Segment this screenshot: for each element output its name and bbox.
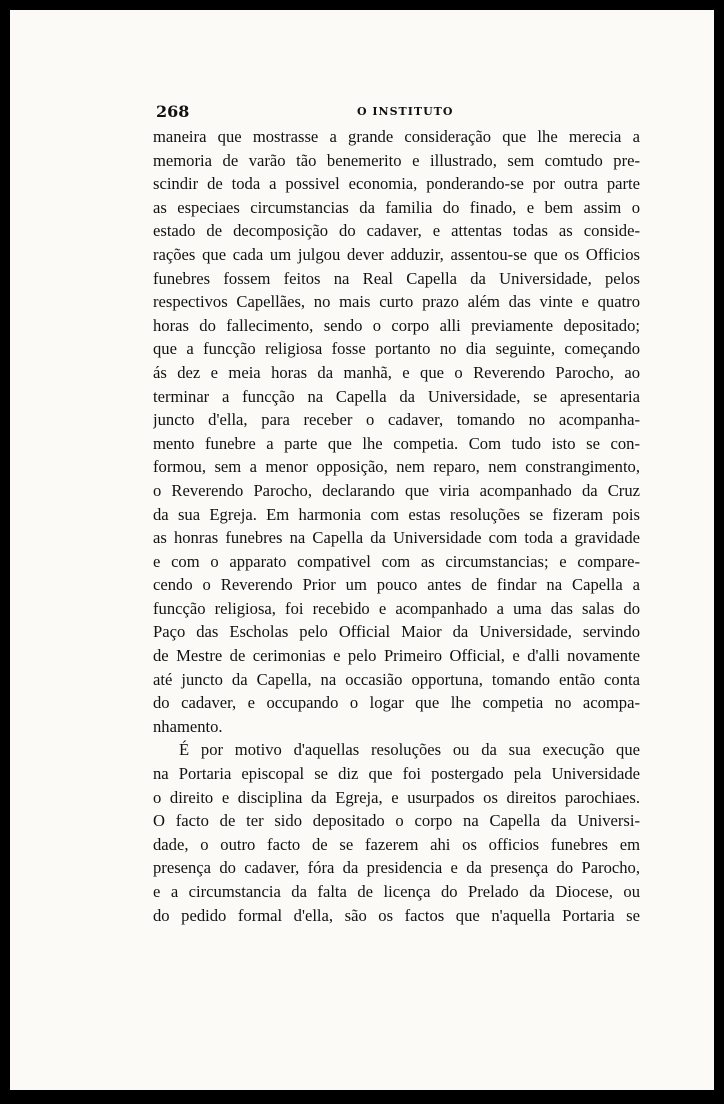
text-line: terminar a funcção na Capella da Universidade, se apresentaria — [153, 386, 640, 406]
text-line: que a funcção religiosa fosse portanto no dia seguinte, começando — [153, 339, 640, 359]
page-number: 268 — [156, 102, 190, 121]
text-line: rações que cada um julgou dever adduzir, assentou-se que os Officios — [153, 244, 640, 264]
text-line: estado de decomposição do cadaver, e attentas todas as conside- — [153, 221, 640, 241]
text-line: do pedido formal d'ella, são os factos que n'aquella Portaria se — [153, 905, 640, 925]
text-line: da sua Egreja. Em harmonia com estas resoluções se fizeram pois — [153, 504, 640, 524]
text-line: presença do cadaver, fóra da presidencia e da presença do Parocho, — [153, 858, 640, 878]
text-line: formou, sem a menor opposição, nem reparo, nem constrangimento, — [153, 457, 640, 477]
page-header — [145, 102, 655, 122]
text-line: Paço das Escholas pelo Official Maior da Universidade, servindo — [153, 622, 640, 642]
text-line: do cadaver, e occupando o logar que lhe competia no acompa- — [153, 693, 640, 713]
text-line: o direito e disciplina da Egreja, e usurpados os direitos parochiaes. — [153, 787, 640, 807]
text-line: scindir de toda a possivel economia, ponderando-se por outra parte — [153, 174, 640, 194]
text-line: horas do fallecimento, sendo o corpo alli previamente depositado; — [153, 315, 640, 335]
text-line: funcção religiosa, foi recebido e acompanhado a uma das salas do — [153, 598, 640, 618]
text-line: ás dez e meia horas da manhã, e que o Reverendo Parocho, ao — [153, 362, 640, 382]
body-text — [153, 125, 640, 927]
text-line: de Mestre de cerimonias e pelo Primeiro Official, e d'alli novamente — [153, 646, 640, 666]
text-line: cendo o Reverendo Prior um pouco antes de findar na Capella a — [153, 575, 640, 595]
text-line: as especiaes circumstancias da familia do finado, e bem assim o — [153, 197, 640, 217]
text-line: funebres fossem feitos na Real Capella da Universidade, pelos — [153, 268, 640, 288]
text-line: e com o apparato compativel com as circumstancias; e compare- — [153, 551, 640, 571]
text-line: mento funebre a parte que lhe competia. Com tudo isto se con- — [153, 433, 640, 453]
text-line: e a circumstancia da falta de licença do Prelado da Diocese, ou — [153, 882, 640, 901]
text-line: nhamento. — [153, 716, 223, 736]
text-line: É por motivo d'aquellas resoluções ou da sua execução que — [179, 740, 640, 760]
text-line: dade, o outro facto de se fazerem ahi os officios funebres em — [153, 834, 640, 854]
text-line: até juncto da Capella, na occasião opportuna, tomando então conta — [153, 669, 640, 689]
text-line: as honras funebres na Capella da Universidade com toda a gravidade — [153, 528, 640, 548]
text-line: memoria de varão tão benemerito e illustrado, sem comtudo pre- — [153, 150, 640, 170]
text-line: na Portaria episcopal se diz que foi postergado pela Universidade — [153, 764, 640, 784]
text-line: o Reverendo Parocho, declarando que viria acompanhado da Cruz — [153, 480, 640, 500]
text-line: maneira que mostrasse a grande consideração que lhe merecia a — [153, 127, 640, 146]
running-title: O INSTITUTO — [357, 105, 454, 118]
text-line: juncto d'ella, para receber o cadaver, tomando no acompanha- — [153, 410, 640, 430]
text-line: O facto de ter sido depositado o corpo na Capella da Universi- — [153, 811, 640, 831]
text-line: respectivos Capellães, no mais curto prazo além das vinte e quatro — [153, 292, 640, 312]
